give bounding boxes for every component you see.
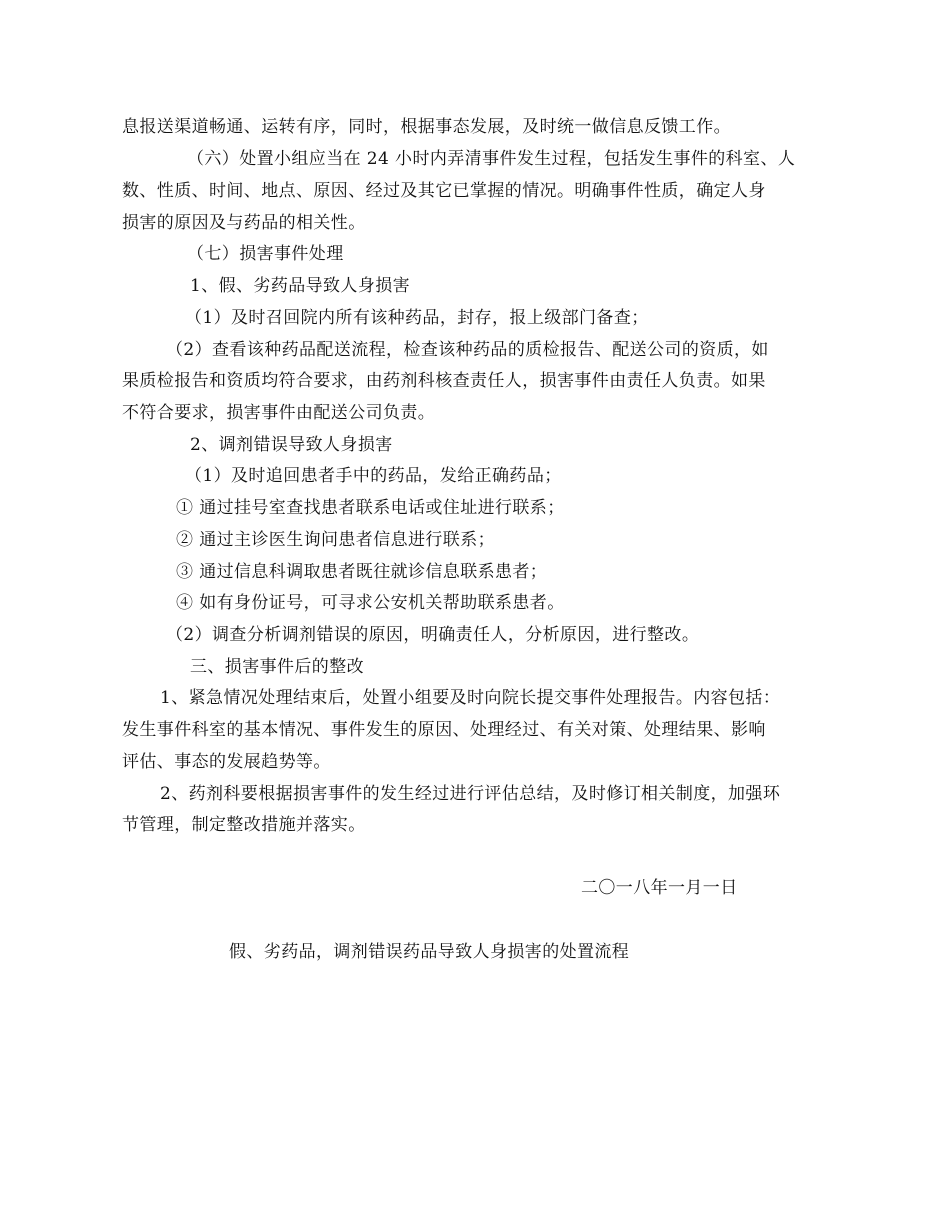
list-item: ④ 如有身份证号，可寻求公安机关帮助联系患者。 — [176, 593, 565, 613]
list-item: ① 通过挂号室查找患者联系电话或住址进行联系； — [176, 498, 565, 518]
body-line: 2、药剂科要根据损害事件的发生经过进行评估总结，及时修订相关制度，加强环 — [160, 784, 781, 804]
subsection-heading: （七）损害事件处理 — [187, 244, 344, 264]
document-date: 二〇一八年一月一日 — [581, 878, 738, 898]
body-line: 果质检报告和资质均符合要求，由药剂科核查责任人，损害事件由责任人负责。如果 — [122, 371, 766, 391]
body-line: 发生事件科室的基本情况、事件发生的原因、处理经过、有关对策、处理结果、影响 — [122, 720, 766, 740]
body-line: （2）调查分析调剂错误的原因，明确责任人，分析原因，进行整改。 — [166, 625, 700, 645]
body-line: 不符合要求，损害事件由配送公司负责。 — [122, 403, 436, 423]
body-line: （六）处置小组应当在 24 小时内弄清事件发生过程，包括发生事件的科室、人 — [187, 149, 796, 169]
body-line: （1）及时召回院内所有该种药品，封存，报上级部门备查； — [185, 308, 649, 328]
body-line: （2）查看该种药品配送流程，检查该种药品的质检报告、配送公司的资质，如 — [166, 340, 769, 360]
body-line: 数、性质、时间、地点、原因、经过及其它已掌握的情况。明确事件性质，确定人身 — [122, 181, 766, 201]
body-line: 1、紧急情况处理结束后，处置小组要及时向院长提交事件处理报告。内容包括： — [160, 688, 781, 708]
body-line: 损害的原因及与药品的相关性。 — [122, 213, 366, 233]
list-item: ③ 通过信息科调取患者既往就诊信息联系患者； — [176, 562, 548, 582]
item-heading: 1、假、劣药品导致人身损害 — [190, 276, 411, 296]
section-heading: 三、损害事件后的整改 — [190, 657, 364, 677]
item-heading: 2、调剂错误导致人身损害 — [190, 435, 393, 455]
body-line: 节管理，制定整改措施并落实。 — [122, 815, 366, 835]
body-line: 评估、事态的发展趋势等。 — [122, 752, 331, 772]
body-line: （1）及时追回患者手中的药品，发给正确药品； — [185, 466, 562, 486]
body-line: 息报送渠道畅通、运转有序，同时，根据事态发展，及时统一做信息反馈工作。 — [122, 117, 731, 137]
section-title: 假、劣药品，调剂错误药品导致人身损害的处置流程 — [229, 942, 630, 962]
list-item: ② 通过主诊医生询问患者信息进行联系； — [176, 530, 496, 550]
